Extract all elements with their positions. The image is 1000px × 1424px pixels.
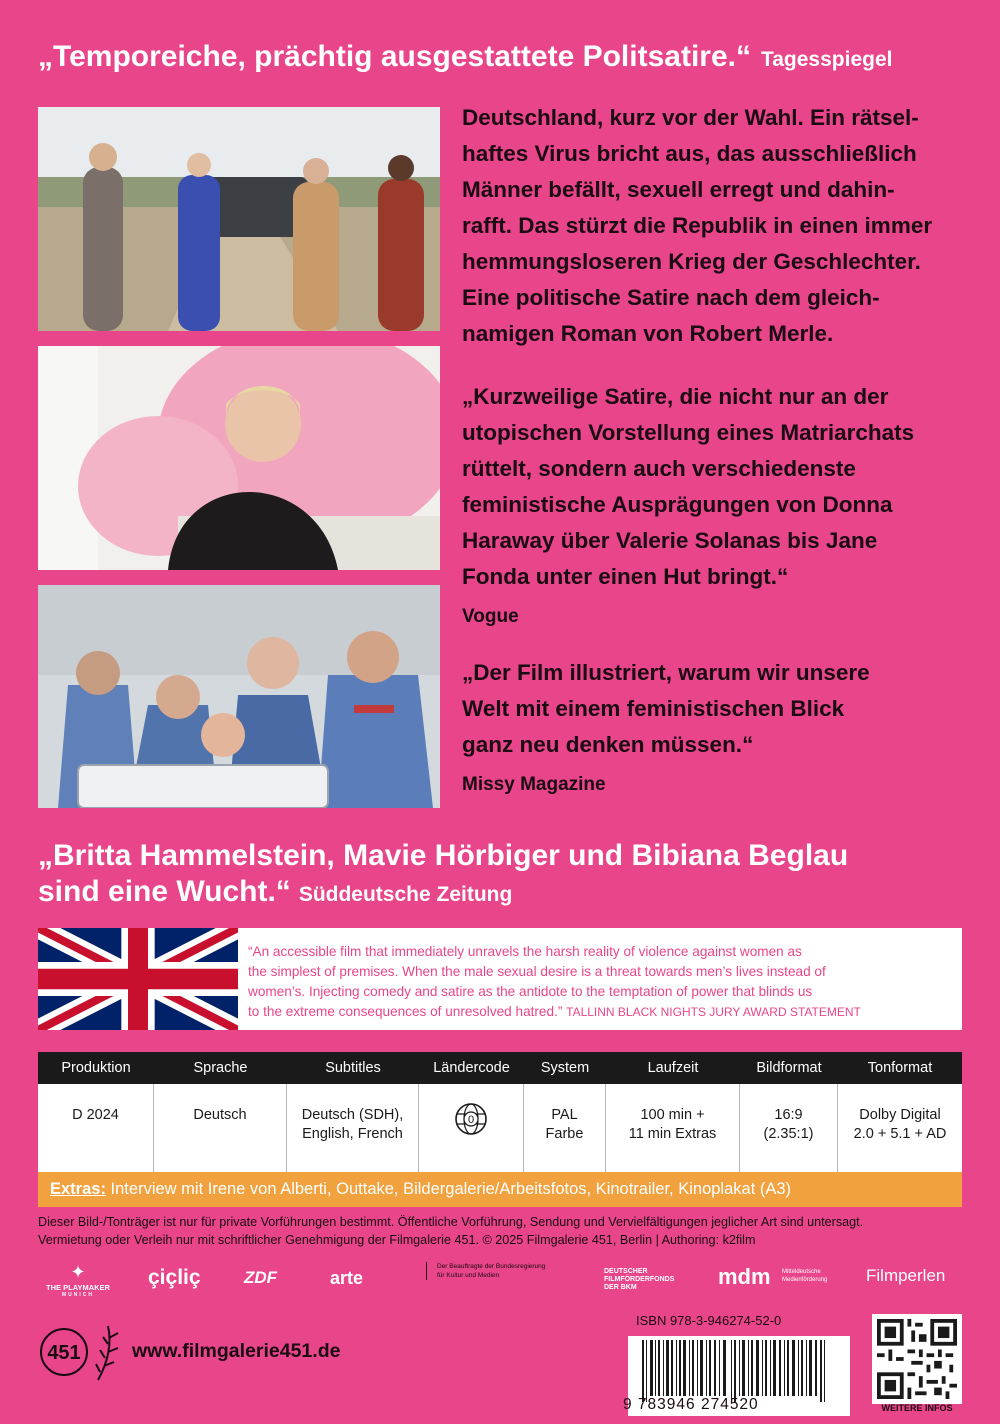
english-line: to the extreme consequences of unresolved hatred.” <box>248 1004 563 1019</box>
legal-notice <box>38 1213 968 1249</box>
qr-code-icon <box>877 1319 957 1399</box>
synopsis-line: Deutschland, kurz vor der Wahl. Ein rätsel- <box>462 105 919 130</box>
top-quote-source: Tagesspiegel <box>760 48 893 71</box>
region-code-value: 0 <box>467 1114 475 1126</box>
top-quote-text: „Temporeiche, prächtig ausgestattete Politsatire.“ <box>38 40 751 73</box>
synopsis-line: rafft. Das stürzt die Republik in einen immer <box>462 213 933 238</box>
spec-header: Tonformat <box>867 1060 933 1076</box>
spec-header: Sprache <box>193 1060 248 1076</box>
synopsis-line: Eine politische Satire nach dem gleich- <box>462 285 880 310</box>
playmaker-logo: ✦ THE PLAYMAKER MUNICH <box>38 1262 118 1298</box>
english-quote-box <box>38 928 962 1030</box>
synopsis <box>462 100 982 352</box>
extras-bar <box>38 1172 962 1207</box>
uk-flag-icon <box>38 928 238 1030</box>
film-still-1 <box>38 107 440 331</box>
barcode-digits: 9 783946 274520 <box>623 1396 759 1413</box>
filmperlen-logo: Filmperlen <box>866 1266 946 1285</box>
spec-tonformat: Dolby Digital 2.0 + 5.1 + AD <box>853 1107 947 1142</box>
spec-sprache: Deutsch <box>154 1084 287 1190</box>
sponsor-logos <box>38 1262 968 1306</box>
spec-header-row <box>38 1052 962 1084</box>
spec-laufzeit: 100 min + 11 min Extras <box>606 1084 740 1190</box>
zdf-logo: ZDF <box>244 1268 278 1287</box>
legal-line-1: Dieser Bild-/Tonträger ist nur für private Vorführungen bestimmt. Öffentliche Vorführung, Sendung und Vervielfältigungen jeglicher Art sind untersagt. <box>38 1215 864 1229</box>
bird-icon: ✦ <box>70 1262 86 1282</box>
quote-line: Haraway über Valerie Solanas bis Jane <box>462 528 878 553</box>
synopsis-line: Männer befällt, sexuell erregt und dahin- <box>462 177 895 202</box>
synopsis-line: hemmungsloseren Krieg der Geschlechter. <box>462 249 921 274</box>
synopsis-line: namigen Roman von Robert Merle. <box>462 321 834 346</box>
english-quote-source: TALLINN BLACK NIGHTS JURY AWARD STATEMENT <box>566 1005 861 1019</box>
vogue-quote <box>462 379 982 635</box>
spec-system: PAL Farbe <box>524 1084 606 1190</box>
spec-header: System <box>540 1060 590 1076</box>
sz-quote-source: Süddeutsche Zeitung <box>298 883 513 906</box>
missy-source: Missy Magazine <box>462 774 606 795</box>
spec-header: Subtitles <box>325 1060 381 1076</box>
isbn-text: ISBN 978-3-946274-52-0 <box>636 1313 782 1328</box>
extras-label: Extras: <box>50 1180 106 1198</box>
spec-produktion: D 2024 <box>38 1084 154 1190</box>
quote-line: Fonda unter einen Hut bringt.“ <box>462 564 789 589</box>
english-line: “An accessible film that immediately unravels the harsh reality of violence against women as <box>248 944 802 959</box>
english-quote-text <box>238 928 875 1030</box>
laurel-icon <box>38 1322 122 1384</box>
qr-code[interactable] <box>872 1314 962 1404</box>
spec-header: Ländercode <box>433 1060 510 1076</box>
mdm-subtitle: Mitteldeutsche Medienförderung <box>782 1269 828 1283</box>
quote-line: „Der Film illustriert, warum wir unsere <box>462 660 870 685</box>
region-code-globe-icon <box>454 1102 488 1136</box>
synopsis-line: haftes Virus bricht aus, das ausschließlich <box>462 141 917 166</box>
spec-header: Produktion <box>61 1060 131 1076</box>
extras-text: Interview mit Irene von Alberti, Outtake, Bildergalerie/Arbeitsfotos, Kinotrailer, Kinoplakat (A3) <box>110 1180 792 1198</box>
filmgalerie-451-logo <box>38 1322 122 1384</box>
bkm-logo: Der Beauftragte der Bundesregierung für Kultur und Medien <box>426 1262 545 1280</box>
qr-label: WEITERE INFOS <box>881 1403 953 1413</box>
sz-press-quote <box>38 838 978 913</box>
english-line: the simplest of premises. When the male sexual desire is a threat towards men’s lives instead of <box>248 964 826 979</box>
arte-logo: arte <box>330 1268 364 1288</box>
sz-quote-line1: „Britta Hammelstein, Mavie Hörbiger und Bibiana Beglau <box>38 839 849 872</box>
svg-text:451: 451 <box>47 1342 81 1364</box>
legal-line-2: Vermietung oder Verleih nur mit schriftlicher Genehmigung der Filmgalerie 451. © 2025 Filmgalerie 451, Berlin | Authoring: k2film <box>38 1233 756 1247</box>
spec-header: Bildformat <box>756 1060 822 1076</box>
sz-quote-line2: sind eine Wucht.“ <box>38 875 291 908</box>
vogue-source: Vogue <box>462 606 519 627</box>
quote-line: „Kurzweilige Satire, die nicht nur an der <box>462 384 889 409</box>
english-line: women’s. Injecting comedy and satire as the antidote to the temptation of power that blinds us <box>248 984 813 999</box>
website-url[interactable]: www.filmgalerie451.de <box>132 1340 341 1362</box>
spec-bildformat: 16:9 (2.35:1) <box>740 1084 838 1190</box>
quote-line: rüttelt, sondern auch verschiedenste <box>462 456 856 481</box>
quote-line: feministische Ausprägungen von Donna <box>462 492 893 517</box>
quote-line: Welt mit einem feministischen Blick <box>462 696 845 721</box>
quote-line: utopischen Vorstellung eines Matriarchats <box>462 420 915 445</box>
missy-quote <box>462 655 982 803</box>
ciclic-logo: çiçliç <box>148 1266 201 1289</box>
mdm-logo: mdm <box>718 1264 771 1289</box>
film-still-3 <box>38 585 440 808</box>
spec-header: Laufzeit <box>647 1060 699 1076</box>
film-still-2 <box>38 346 440 570</box>
spec-subtitles: Deutsch (SDH), English, French <box>287 1084 419 1190</box>
top-press-quote <box>38 40 978 74</box>
dfff-logo: DEUTSCHER FILMFÖRDERFONDS DER BKM <box>604 1268 675 1291</box>
quote-line: ganz neu denken müssen.“ <box>462 732 754 757</box>
spec-table <box>38 1052 962 1190</box>
